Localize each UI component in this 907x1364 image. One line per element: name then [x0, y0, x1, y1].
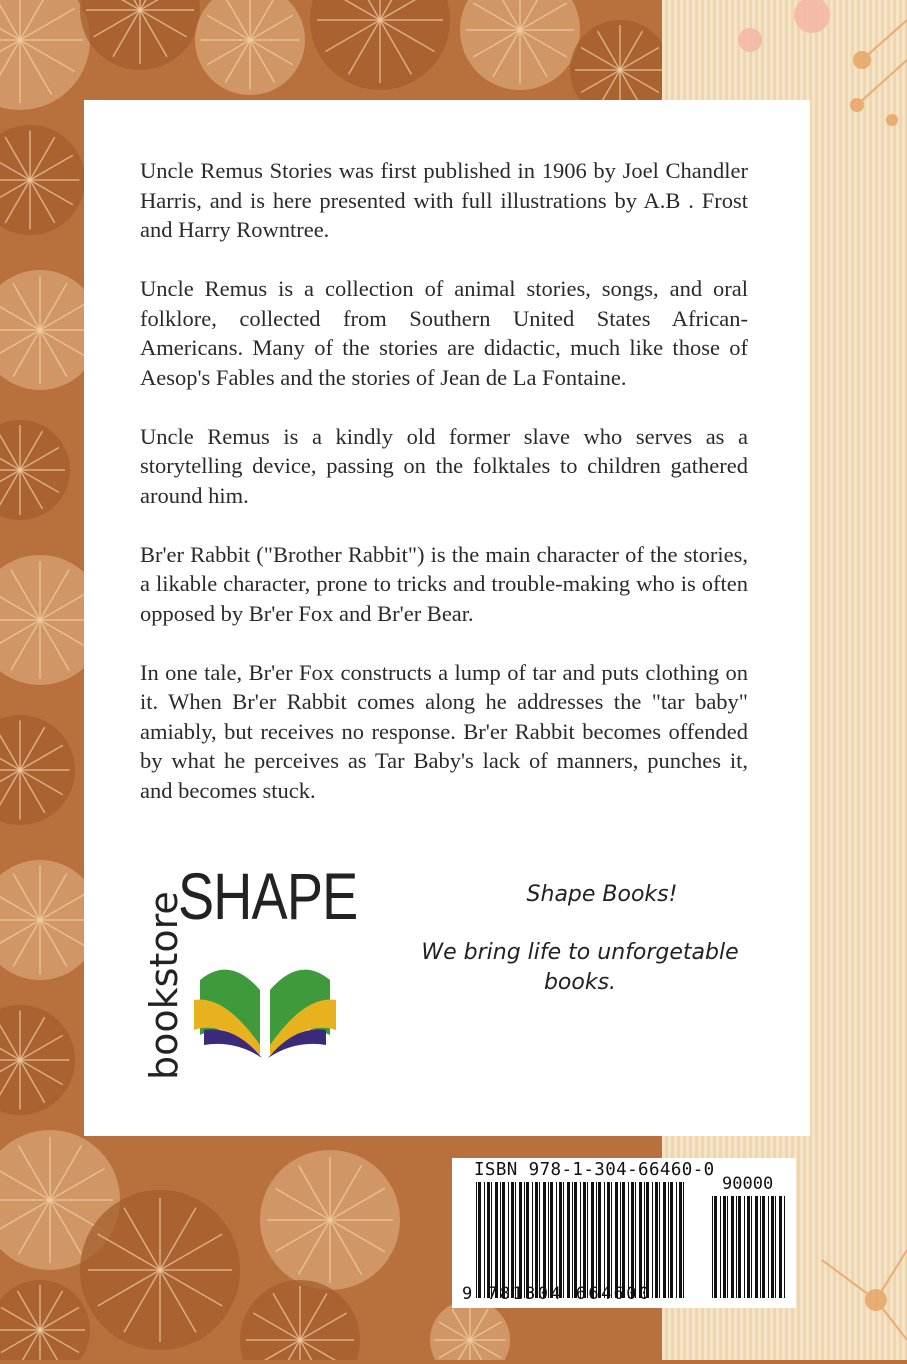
slogan-text: We bring life to unforgetable books. — [421, 940, 739, 995]
description-paragraph-4: Br'er Rabbit ("Brother Rabbit") is the main character of the stories, a likable character, prone to tricks and trouble-making who is often opposed by Br'er Fox and Br'er Bear. — [140, 541, 748, 626]
price-code: 90000 — [722, 1174, 774, 1194]
description-paragraph-2: Uncle Remus is a collection of animal stories, songs, and oral folklore, collected from Southern United States African-Americans. Many of the stories are didactic, much like those of Aesop's Fables and the stories of Jean de La Fontaine. — [140, 276, 748, 390]
logo-bookstore-text: bookstore — [142, 891, 186, 1080]
isbn-number: ISBN 978-1-304-66460-0 — [474, 1160, 715, 1180]
description-paragraph-1: Uncle Remus Stories was first published in 1906 by Joel Chandler Harris, and is here presented with full illustrations by A.B . Frost and Harry Rowntree. — [140, 158, 748, 242]
logo-shape-text: SHAPE — [178, 859, 358, 933]
description-paragraph-5: In one tale, Br'er Fox constructs a lump of tar and puts clothing on it. When Br'er Rabbit comes along he addresses the "tar baby" amiably, but receives no response. Br'er Rabbit becomes offended by what he perceives as Tar Baby's lack of manners, punches it, and becomes stuck. — [140, 659, 748, 803]
ean-digits: 9 781304 664600 — [462, 1284, 652, 1304]
book-description — [140, 156, 748, 835]
open-book-icon — [190, 950, 340, 1060]
addon-barcode — [712, 1196, 788, 1298]
slogan-block — [390, 880, 770, 998]
slogan-title: Shape Books! — [526, 882, 678, 907]
description-paragraph-3: Uncle Remus is a kindly old former slave who serves as a storytelling device, passing on the folktales to children gathered around him. — [140, 423, 748, 508]
ean-barcode — [476, 1182, 684, 1298]
